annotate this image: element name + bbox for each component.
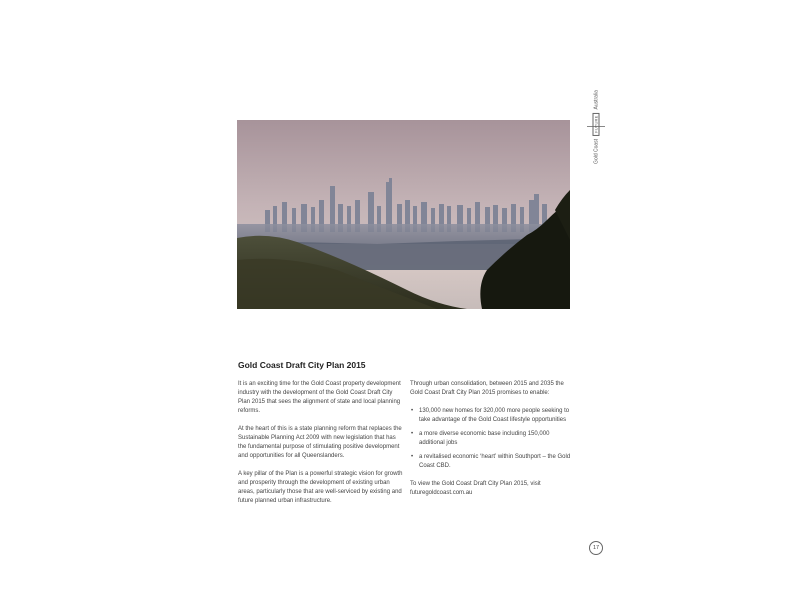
closing-paragraph: To view the Gold Coast Draft City Plan 2015, visit futuregoldcoast.com.au — [410, 481, 541, 496]
bullet-list — [410, 407, 575, 471]
bullet-icon: • — [411, 454, 414, 460]
hero-photo — [237, 120, 570, 309]
article-heading: Gold Coast Draft City Plan 2015 — [238, 360, 366, 370]
right-text-column — [410, 380, 575, 507]
list-item — [410, 453, 575, 471]
list-item-text: a revitalised economic ‘heart’ within Southport – the Gold Coast CBD. — [419, 454, 571, 469]
list-item — [410, 430, 575, 448]
list-item — [410, 407, 575, 425]
bullet-icon: • — [411, 431, 414, 437]
list-item-text: 130,000 new homes for 320,000 more people seeking to take advantage of the Gold Coast lifestyle opportunities — [419, 408, 570, 423]
side-tab-city: Gold Coast — [593, 138, 599, 164]
paragraph: A key pillar of the Plan is a powerful strategic vision for growth and prosperity through the development of existing urban areas, particularly those that are well-serviced by existing and future planned urban infrastructure. — [238, 471, 403, 504]
city-skyline-photo-icon — [237, 120, 570, 309]
list-item-text: a more diverse economic base including 150,000 additional jobs — [419, 431, 550, 446]
bullet-icon: • — [411, 408, 414, 414]
intro-paragraph: Through urban consolidation, between 2015 and 2035 the Gold Coast Draft City Plan 2015 promises to enable: — [410, 381, 564, 396]
paragraph: It is an exciting time for the Gold Coast property development industry with the development of the Gold Coast Draft City Plan 2015 that sees the alignment of state and local planning reforms. — [238, 381, 401, 414]
page-number-badge: 17 — [589, 541, 603, 555]
paragraph: At the heart of this is a state planning reform that replaces the Sustainable Planning Act 2009 with new legislation that has the fundamental purpose of stimulating positive development and opportunities for all Queenslanders. — [238, 426, 402, 459]
side-tab-country: Australia — [593, 90, 599, 110]
side-section-tab — [584, 90, 608, 165]
side-tab-box-label: FUTURE — [593, 113, 600, 136]
side-tab-text-group — [593, 90, 600, 164]
left-text-column — [238, 380, 403, 515]
